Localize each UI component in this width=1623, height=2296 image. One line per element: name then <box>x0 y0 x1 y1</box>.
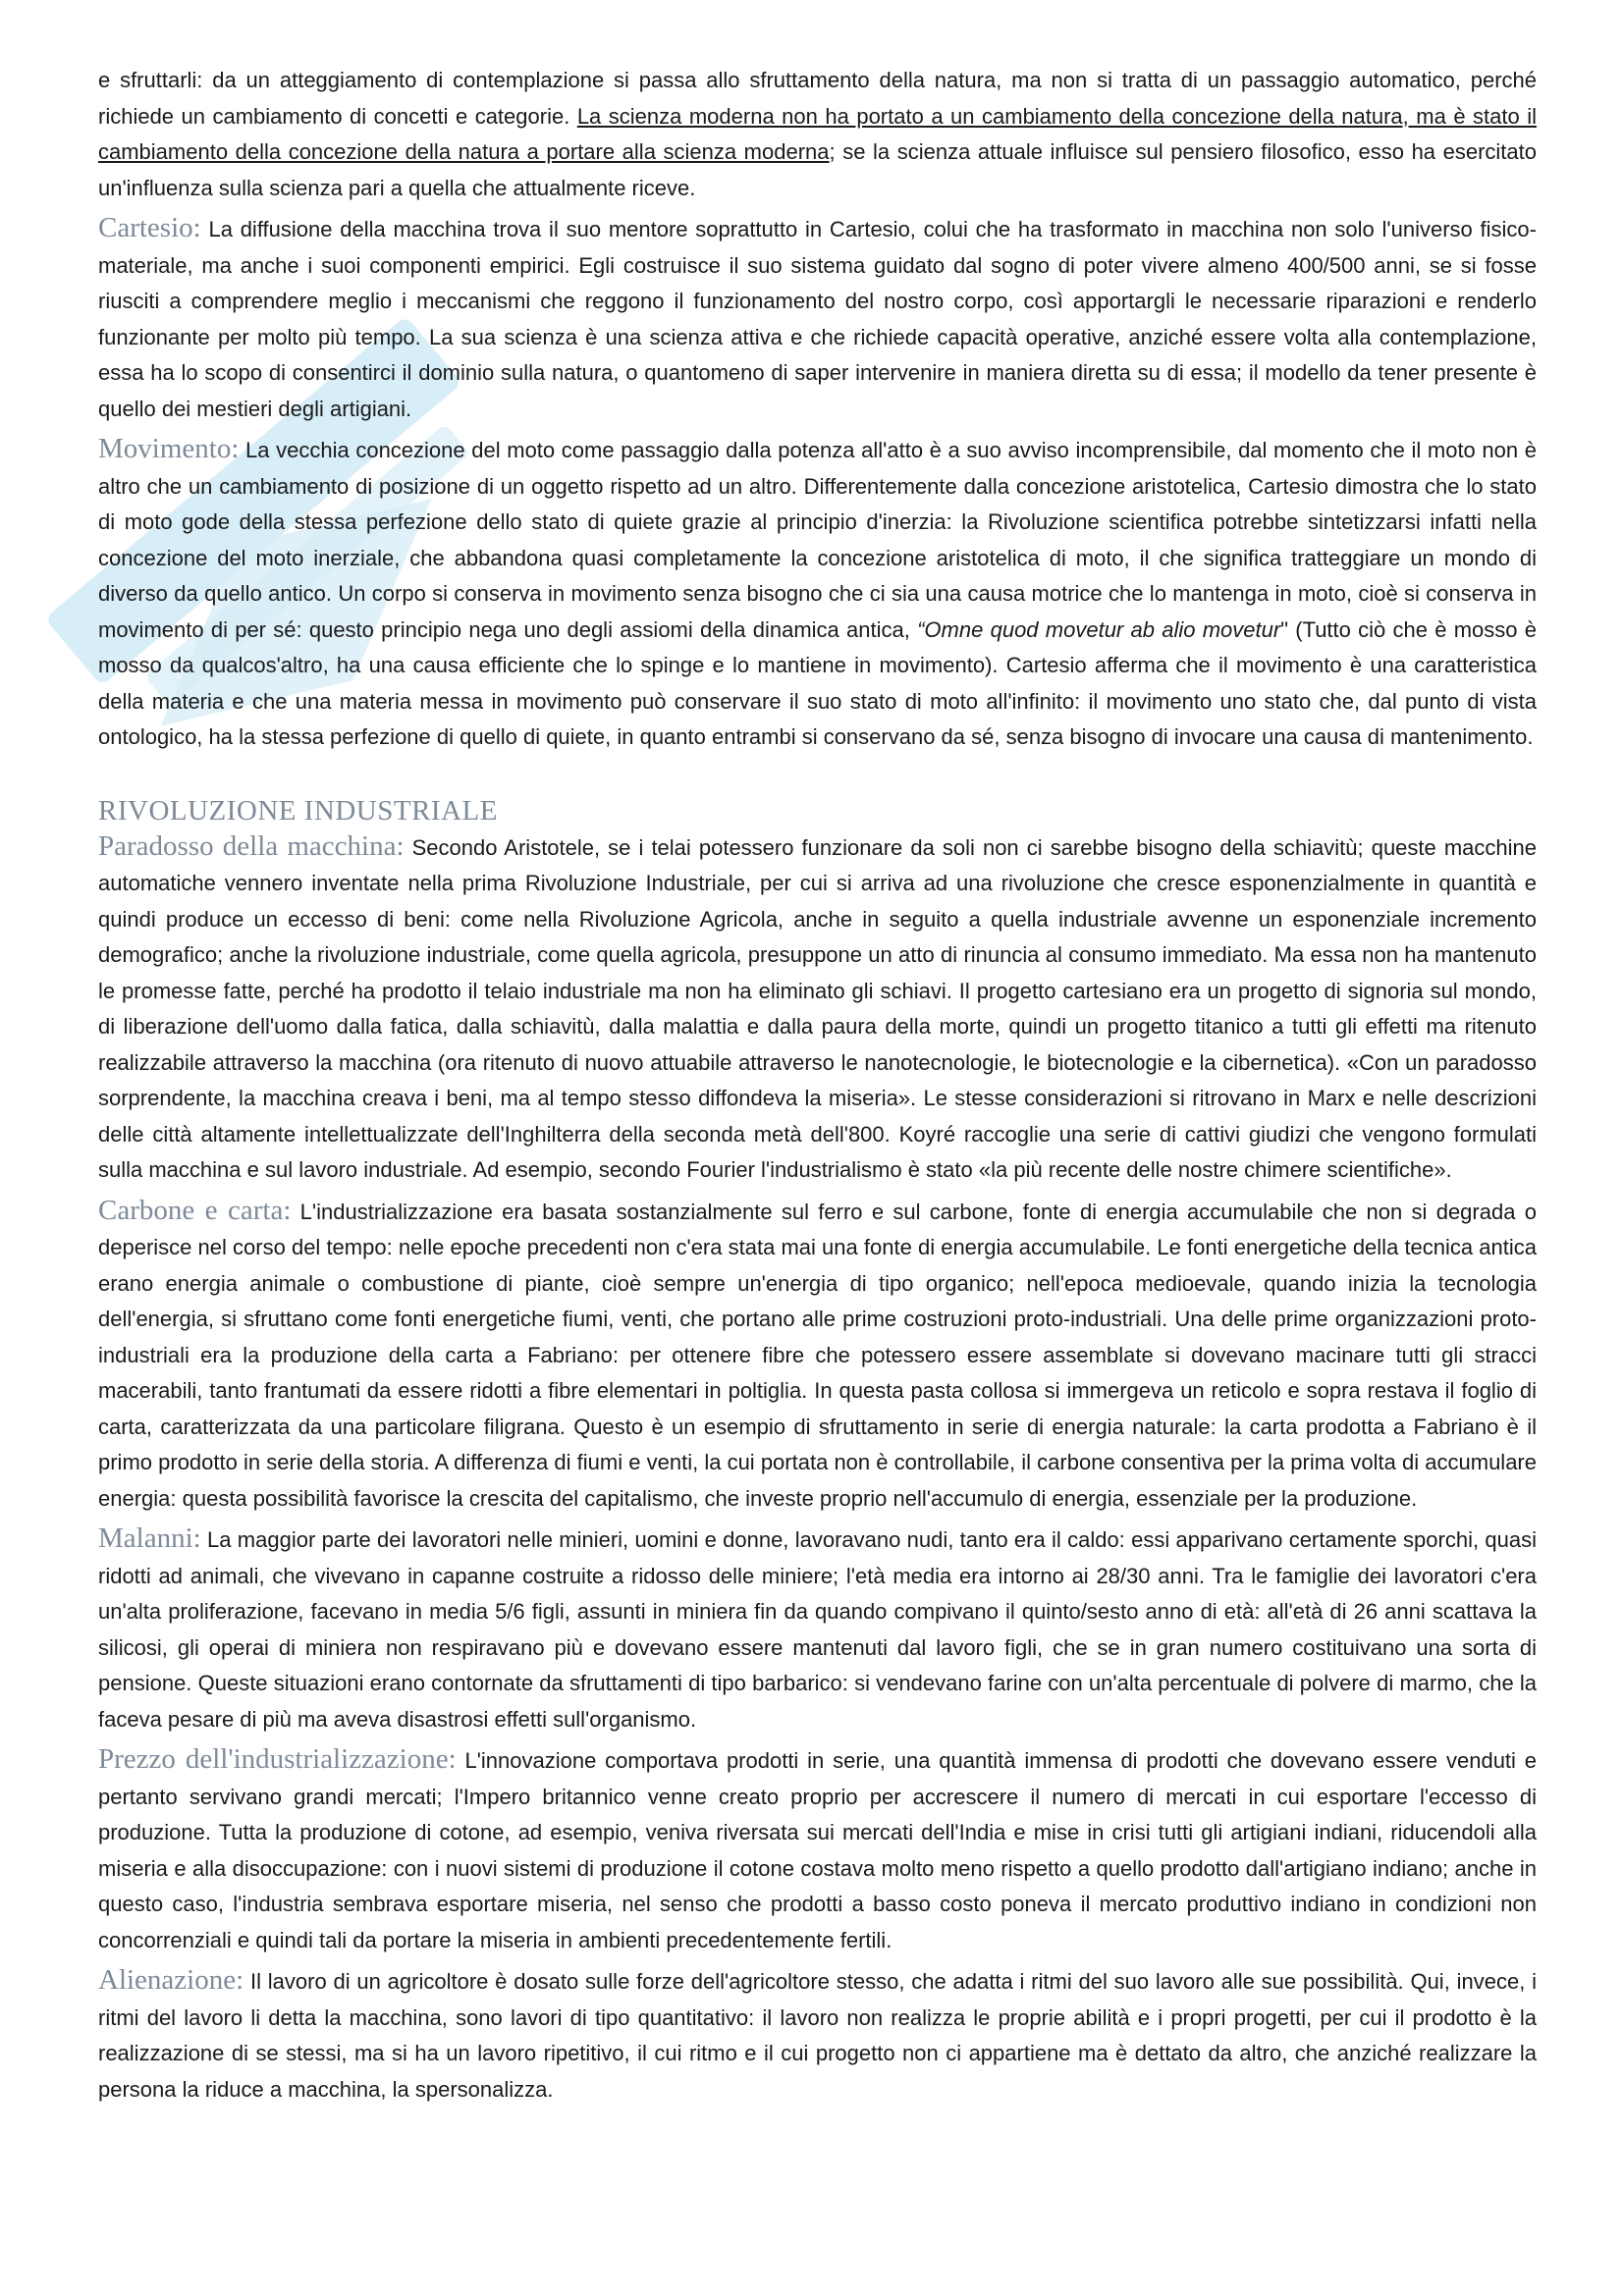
movimento-text-b: " (Tutto ciò che è mosso è mosso da qualcos'altro, ha una causa efficiente che lo spinge e lo mantiene in movimento). Cartesio afferma che il movimento è una caratteristica della materia e che una materia messa in movimento può conservare il suo stato di moto all'infinito: il movimento uno stato che, dal punto di vista ontologico, ha la stessa perfezione di quello di quiete, in quanto entrambi si conservano da sé, senza bisogno di invocare una causa di mantenimento. <box>98 616 1537 749</box>
movimento-heading: Movimento: <box>98 433 240 464</box>
cartesio-text: La diffusione della macchina trova il suo mentore soprattutto in Cartesio, colui che ha trasformato in macchina non solo l'universo fisico-materiale, ma anche i suoi componenti empirici. Egli costruisce il suo sistema guidato dal sogno di poter vivere almeno 400/500 anni, se si fosse riusciti a comprendere meglio i meccanismi che reggono il funzionamento del nostro corpo, così apportargli le necessarie riparazioni e renderlo funzionante per molto più tempo. La sua scienza è una scienza attiva e che richiede capacità operative, anziché essere volta alla contemplazione, essa ha lo scopo di consentirci il dominio sulla natura, o quantomeno di saper intervenire in maniera diretta su di essa; il modello da tener presente è quello dei mestieri degli artigiani. <box>98 217 1537 421</box>
movimento-paragraph <box>98 431 1537 756</box>
prezzo-paragraph <box>98 1741 1537 1958</box>
prezzo-text: L'innovazione comportava prodotti in serie, una quantità immensa di prodotti che dovevano essere venduti e pertanto servivano grandi mercati; l'Impero britannico venne creato proprio per accrescere il numero di mercati in cui esportare l'eccesso di produzione. Tutta la produzione di cotone, ad esempio, veniva riversata sui mercati dell'India e mise in crisi tutti gli artigiani indiani, riducendoli alla miseria e alla disoccupazione: con i nuovi sistemi di produzione il cotone costava molto meno rispetto a quello prodotto dall'artigiano indiano; anche in questo caso, l'industria sembrava esportare miseria, nel senso che prodotti a basso costo poneva il mercato produttivo indiano in condizioni non concorrenziali e quindi tali da portare la miseria in ambienti precedentemente fertili. <box>98 1748 1537 1952</box>
paradosso-text: Secondo Aristotele, se i telai potessero funzionare da soli non ci sarebbe bisogno della schiavitù; queste macchine automatiche vennero inventate nella prima Rivoluzione Industriale, per cui si arriva ad una rivoluzione che cresce esponenzialmente in quantità e quindi produce un eccesso di beni: come nella Rivoluzione Agricola, anche in seguito a quella industriale avvenne un esponenziale incremento demografico; anche la rivoluzione industriale, come quella agricola, presuppone un atto di rinuncia al consumo immediato. Ma essa non ha mantenuto le promesse fatte, perché ha prodotto il telaio industriale ma non ha eliminato gli schiavi. Il progetto cartesiano era un progetto di signoria sul mondo, di liberazione dell'uomo dalla fatica, dalla schiavitù, dalla malattia e dalla paura della morte, quindi un progetto titanico a tutti gli effetti ma ritenuto realizzabile attraverso la macchina (ora ritenuto di nuovo attuabile attraverso le nanotecnologie, le biotecnologie e la cibernetica). «Con un paradosso sorprendente, la macchina creava i beni, ma al tempo stesso diffondeva la miseria». Le stesse considerazioni si ritrovano in Marx e nelle descrizioni delle città altamente intellettualizzate dell'Inghilterra della seconda metà dell'800. Koyré raccoglie una serie di cattivi giudizi che vengono formulati sulla macchina e sul lavoro industriale. Ad esempio, secondo Fourier l'industrialismo è stato «la più recente delle nostre chimere scientifiche». <box>98 834 1537 1182</box>
document-body <box>98 63 1537 2108</box>
malanni-heading: Malanni: <box>98 1522 201 1554</box>
paradosso-heading: Paradosso della macchina: <box>98 829 405 862</box>
intro-paragraph <box>98 63 1537 206</box>
section-title: RIVOLUZIONE INDUSTRIALE <box>98 794 498 827</box>
alienazione-text: Il lavoro di un agricoltore è dosato sulle forze dell'agricoltore stesso, che adatta i ritmi del suo lavoro alle sue possibilità. Qui, invece, i ritmi del lavoro li detta la macchina, sono lavori di tipo quantitativo: il lavoro non realizza le proprie abilità e i propri progetti, per cui il prodotto è la realizzazione di se stessi, ma si ha un lavoro ripetitivo, il cui ritmo e il cui progetto non ci appartiene ma è dettato da altro, che anziché realizzare la persona la riduce a macchina, la spersonalizza. <box>98 1969 1537 2102</box>
carbone-text: L'industrializzazione era basata sostanzialmente sul ferro e sul carbone, fonte di energia accumulabile che non si degrada o deperisce nel corso del tempo: nelle epoche precedenti non c'era stata mai una fonte di energia accumulabile. Le fonti energetiche della tecnica antica erano energia animale o combustione di piante, cioè sempre un'energia di tipo organico; nell'epoca medioevale, quando inizia la tecnologia dell'energia, si sfruttano come fonti energetiche fiumi, venti, che portano alle prime costruzioni proto-industriali. Una delle prime organizzazioni proto-industriali era la produzione della carta a Fabriano: per ottenere fibre che potessero essere assemblate si dovevano macinare tutti gli stracci macerabili, tanto frantumati da essere ridotti a fibre elementari in poltiglia. In questa pasta collosa si immergeva un reticolo e sopra restava il foglio di carta, caratterizzata da una particolare filigrana. Questo è un esempio di sfruttamento in serie di energia naturale: la carta prodotta a Fabriano è il primo prodotto in serie della storia. A differenza di fiumi e venti, la cui portata non è controllabile, il carbone consentiva per la prima volta di accumulare energia: questa possibilità favorisce la crescita del capitalismo, che investe proprio nell'accumulo di energia, essenziale per la produzione. <box>98 1199 1537 1511</box>
prezzo-heading: Prezzo dell'industrializzazione: <box>98 1743 457 1775</box>
malanni-paragraph <box>98 1521 1537 1737</box>
carbone-paragraph <box>98 1193 1537 1518</box>
movimento-latin-quote: “Omne quod movetur ab alio movetur <box>917 616 1281 642</box>
malanni-text: La maggior parte dei lavoratori nelle minieri, uomini e donne, lavoravano nudi, tanto era il caldo: essi apparivano certamente sporchi, quasi ridotti ad animali, che vivevano in capanne costruite a ridosso delle miniere; l'età media era intorno ai 28/30 anni. Tra le famiglie dei lavoratori c'era un'alta proliferazione, facevano in media 5/6 figli, assunti in miniera fin da quando compivano il quinto/sesto anno di età: all'età di 26 anni scattava la silicosi, gli operai di miniera non respiravano più e dovevano essere mantenuti dal lavoro figli, che se in gran numero costituivano una sorta di pensione. Queste situazioni erano contornate da sfruttamenti di tipo barbarico: si vendevano farine con un'alta percentuale di polvere di marmo, che la faceva pesare di più ma aveva disastrosi effetti sull'organismo. <box>98 1527 1537 1732</box>
intro-text-end: ; se la scienza attuale influisce sul pensiero filosofico, esso ha esercitato un'influenza sulla scienza pari a quella che attualmente riceve. <box>98 139 1537 200</box>
cartesio-paragraph <box>98 210 1537 427</box>
movimento-text-a: La vecchia concezione del moto come passaggio dalla potenza all'atto è a suo avviso incomprensibile, dal momento che il moto non è altro che un cambiamento di posizione di un oggetto rispetto ad un altro. Differentemente dalla concezione aristotelica, Cartesio dimostra che lo stato di moto gode della stessa perfezione dello stato di quiete grazie al principio d'inerzia: la Rivoluzione scientifica potrebbe sintetizzarsi infatti nella concezione del moto inerziale, che abbandona quasi completamente la concezione aristotelica di moto, il che significa tratteggiare un mondo di diverso da quello antico. Un corpo si conserva in movimento senza bisogno che ci sia una causa motrice che lo mantenga in moto, cioè si conserva in movimento di per sé: questo principio nega uno degli assiomi della dinamica antica, <box>98 438 1537 642</box>
intro-text-start: e sfruttarli: da un atteggiamento di contemplazione si passa allo sfruttamento della natura, ma non si tratta di un passaggio automatico, perché richiede un cambiamento di concetti e categorie. <box>98 68 1537 129</box>
carbone-heading: Carbone e carta: <box>98 1194 292 1226</box>
intro-underlined-sentence: La scienza moderna non ha portato a un cambiamento della concezione della natura, ma è stato il cambiamento della concezione della natura a portare alla scienza moderna <box>98 103 1538 164</box>
paradosso-paragraph <box>98 828 1537 1189</box>
cartesio-heading: Cartesio: <box>98 212 201 243</box>
alienazione-paragraph <box>98 1962 1537 2108</box>
alienazione-heading: Alienazione: <box>98 1964 244 1996</box>
